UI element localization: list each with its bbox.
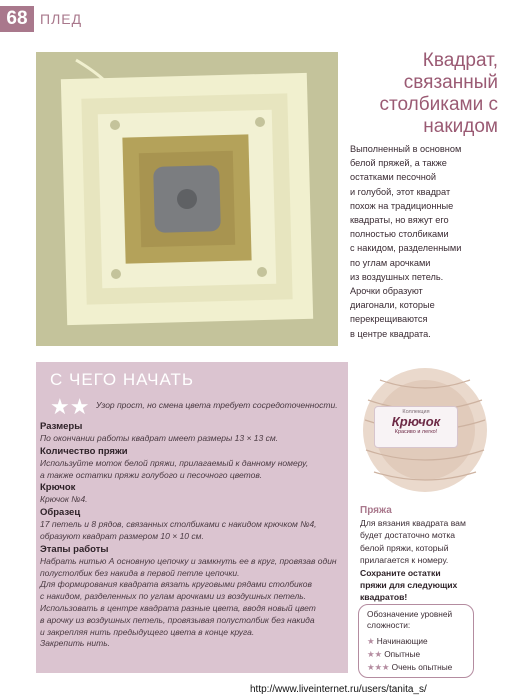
- description-line: квадраты, но вяжут его: [350, 215, 449, 226]
- yarn-line: прилагается к номеру.: [360, 555, 449, 566]
- legend-row-expert: [367, 661, 452, 673]
- page-number: 68: [0, 6, 34, 32]
- legend-label: Начинающие: [376, 636, 428, 646]
- yarn-amount-text: а также остатки пряжи голубого и песочного цветов.: [40, 469, 263, 480]
- box-intro: Узор прост, но смена цвета требует сосредоточенности.: [96, 400, 338, 410]
- yarn-brand-label: [374, 406, 458, 448]
- yarn-heading: Пряжа: [360, 505, 392, 516]
- legend-label: Опытные: [384, 649, 421, 659]
- steps-text: полустолбик без накида в первой петле цепочки.: [40, 567, 240, 578]
- description-line: белой пряжей, а также: [350, 158, 447, 169]
- star-icon: ★: [367, 636, 375, 646]
- article-description: [350, 142, 500, 341]
- description-line: остатками песочной: [350, 172, 437, 183]
- steps-heading: Этапы работы: [40, 543, 109, 555]
- yarn-collection-text: Коллекция: [402, 409, 430, 415]
- yarn-tagline: Красиво и легко!: [394, 429, 438, 435]
- yarn-line: белой пряжи, который: [360, 542, 449, 553]
- yarn-amount-text: Используйте моток белой пряжи, прилагаемый к данному номеру,: [40, 457, 309, 468]
- yarn-bold-line: пряжи для следующих: [360, 580, 458, 591]
- legend-label: Очень опытные: [391, 662, 453, 672]
- section-title: ПЛЕД: [40, 11, 83, 27]
- steps-text: Для формирования квадрата вязать круговыми рядами столбиков: [40, 579, 312, 590]
- crochet-square-photo: [36, 52, 338, 346]
- yarn-line: Для вязания квадрата вам: [360, 518, 466, 528]
- description-line: Арочки образуют: [350, 286, 423, 297]
- yarn-bold-line: Сохраните остатки: [360, 567, 441, 578]
- description-line: в центре квадрата.: [350, 328, 431, 339]
- yarn-amount-heading: Количество пряжи: [40, 445, 128, 457]
- yarn-brand-name: Крючок: [391, 414, 441, 429]
- yarn-line: будет достаточно мотка: [360, 530, 456, 541]
- description-line: полностью столбиками: [350, 229, 449, 240]
- description-line: перекрещиваются: [350, 314, 428, 325]
- description-line: Выполненный в основном: [350, 144, 462, 154]
- difficulty-legend: [358, 604, 474, 678]
- steps-text: Набрать нитью А основную цепочку и замкнуть ее в круг, провязав один: [40, 555, 337, 566]
- yarn-info: [360, 504, 488, 604]
- description-line: диагонали, которые: [350, 300, 435, 311]
- description-line: и голубой, этот квадрат: [350, 186, 451, 197]
- steps-text: Использовать в центре квадрата разные цвета, вводя новый цвет: [40, 602, 316, 613]
- yarn-bold-line: квадратов!: [360, 592, 408, 603]
- steps-text: в арочку из воздушных петель, провязывая полустолбик без накида: [40, 614, 315, 625]
- page-header: [0, 0, 507, 40]
- description-line: с накидом, разделенными: [350, 243, 462, 254]
- gauge-text: 17 петель и 8 рядов, связанных столбиками с накидом крючком №4,: [40, 519, 317, 530]
- description-line: из воздушных петель.: [350, 271, 444, 282]
- legend-row-experienced: [367, 648, 420, 660]
- size-heading: Размеры: [40, 421, 83, 432]
- legend-title: Обозначение уровней сложности:: [367, 609, 453, 630]
- gauge-heading: Образец: [40, 507, 81, 519]
- steps-text: с накидом, разделенных по углам арочками из воздушных петель.: [40, 591, 307, 602]
- description-line: по углам арочками: [350, 257, 431, 268]
- size-text: По окончании работы квадрат имеет размеры 13 × 13 см.: [40, 433, 279, 443]
- getting-started-box: [36, 362, 348, 673]
- steps-text: и закрепляя нить предыдущего цвета в конце круга.: [40, 626, 255, 637]
- difficulty-stars-icon: ★★: [50, 394, 90, 419]
- legend-row-beginner: [367, 635, 428, 647]
- box-title: С ЧЕГО НАЧАТЬ: [50, 370, 195, 389]
- star-icon: ★★★: [367, 662, 390, 672]
- hook-text: Крючок №4.: [40, 494, 88, 505]
- steps-text: Закрепить нить.: [40, 638, 111, 649]
- box-content: [40, 420, 340, 650]
- article-title: Квадрат, связанный столбиками с накидом: [379, 50, 498, 137]
- description-line: похож на традиционные: [350, 200, 454, 211]
- star-icon: ★★: [367, 649, 382, 659]
- gauge-text: образуют квадрат размером 10 × 10 см.: [40, 530, 204, 541]
- hook-heading: Крючок: [40, 482, 76, 494]
- source-url[interactable]: http://www.liveinternet.ru/users/tanita_s/: [250, 684, 427, 695]
